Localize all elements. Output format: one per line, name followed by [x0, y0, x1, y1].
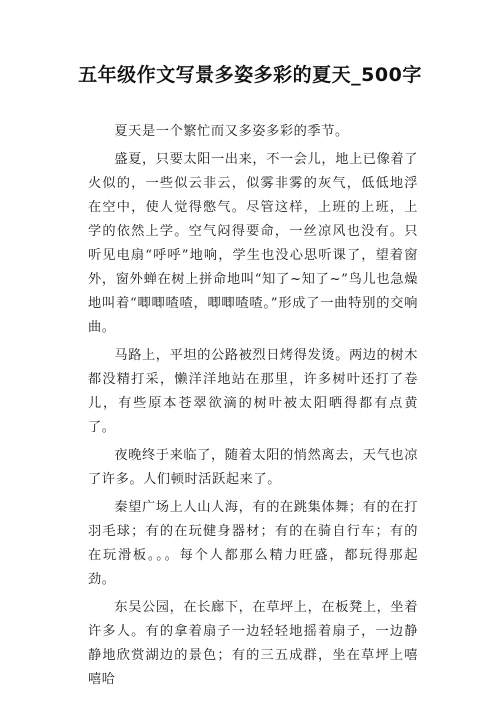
document-title: 五年级作文写景多姿多彩的夏天_500字 [78, 64, 422, 86]
paragraph-intro: 夏天是一个繁忙而又多姿多彩的季节。 [114, 124, 349, 139]
paragraph-square: 秦望广场上人山人海，有的在跳集体舞；有的在打羽毛球；有的在玩健身器材；有的在骑自行车；有的在玩滑板。。。每个人都那么精力旺盛，都玩得那起劲。 [88, 500, 418, 587]
paragraph-evening: 夜晚终于来临了，随着太阳的悄然离去，天气也凉了许多。人们顿时活跃起来了。 [88, 448, 418, 487]
paragraph-road: 马路上，平坦的公路被烈日烤得发烫。两边的树木都没精打采，懒洋洋地站在那里，许多树叶还打了卷儿，有些原本苍翠欲滴的树叶被太阳晒得都有点黄了。 [88, 348, 418, 435]
paragraph-park: 东吴公园，在长廊下，在草坪上，在板凳上，坐着许多人。有的拿着扇子一边轻轻地摇着扇子，一边静静地欣赏湖边的景色；有的三五成群，坐在草坪上嘻嘻哈 [88, 600, 418, 687]
document-body [88, 120, 418, 692]
paragraph-midsummer: 盛夏，只要太阳一出来，不一会儿，地上已像着了火似的，一些似云非云，似雾非雾的灰气，低低地浮在空中，使人觉得憋气。尽管这样，上班的上班，上学的依然上学。空气闷得要命，一丝凉风也没有。只听见电扇“呼呼”地响，学生也没心思听课了，望着窗外，窗外蝉在树上拼命地叫“知了~知了~”鸟儿也急燥地叫着“唧唧喳喳，唧唧喳喳。”形成了一曲特别的交响曲。 [88, 152, 418, 335]
